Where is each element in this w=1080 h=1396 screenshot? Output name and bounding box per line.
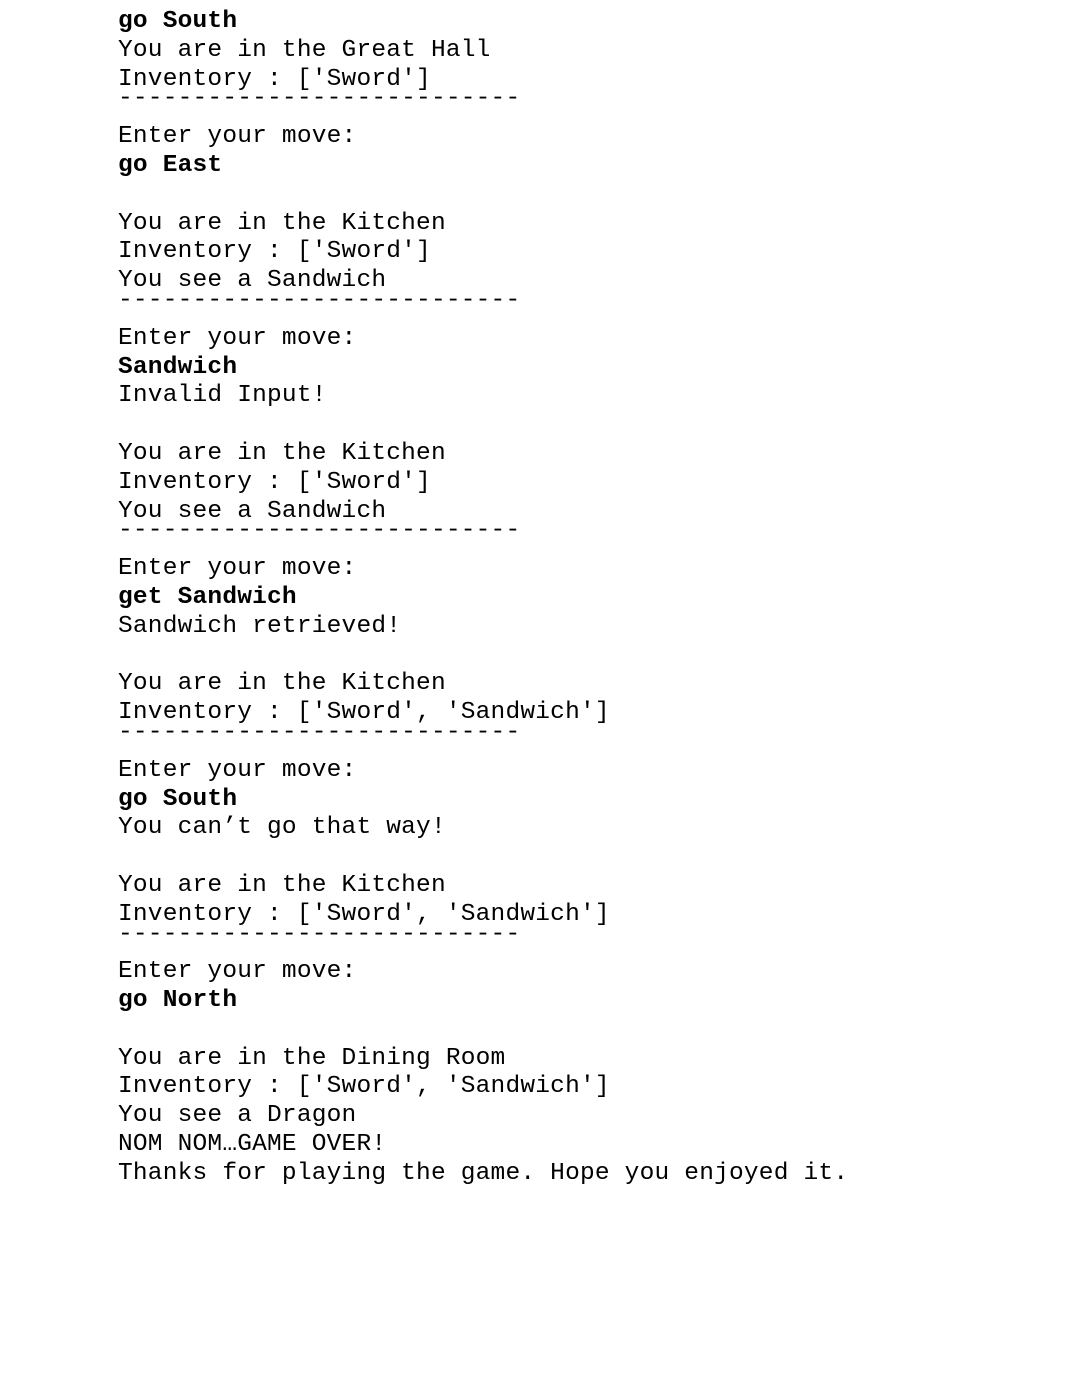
game-output-line: Sandwich retrieved!: [118, 612, 402, 640]
game-output-line: You are in the Kitchen: [118, 871, 446, 899]
game-output-line: Inventory : ['Sword']: [118, 468, 431, 496]
separator-dashes: ---------------------------: [118, 286, 521, 314]
game-output-line: You see a Sandwich: [118, 267, 387, 295]
game-output-line: You are in the Kitchen: [118, 670, 446, 698]
game-output-line: You can’t go that way!: [118, 814, 446, 842]
separator-dashes: ---------------------------: [118, 718, 521, 746]
game-output-line: You are in the Dining Room: [118, 1044, 506, 1072]
game-output-line: Enter your move:: [118, 756, 357, 784]
user-command-line: go East: [118, 151, 223, 179]
blank-line: [118, 642, 1018, 671]
game-output-line: Enter your move:: [118, 123, 357, 151]
separator-dashes: ---------------------------: [118, 517, 521, 545]
user-command-line: Sandwich: [118, 353, 238, 381]
separator-line: [118, 920, 1018, 959]
game-output-line: Inventory : ['Sword', 'Sandwich']: [118, 900, 610, 928]
blank-line: [118, 181, 1018, 210]
user-command-line: go South: [118, 8, 238, 35]
blank-line: [118, 1016, 1018, 1045]
game-output-line: Enter your move:: [118, 324, 357, 352]
user-command-line: go South: [118, 785, 238, 813]
game-output-line: You see a Sandwich: [118, 497, 387, 525]
game-output-line: Thanks for playing the game. Hope you enjoyed it.: [118, 1159, 849, 1187]
game-output-line: Inventory : ['Sword']: [118, 65, 431, 93]
game-output-line: You see a Dragon: [118, 1102, 357, 1130]
game-output-line: You are in the Kitchen: [118, 439, 446, 467]
separator-dashes: ---------------------------: [118, 920, 521, 948]
separator-line: [118, 718, 1018, 757]
game-output-line: Enter your move:: [118, 958, 357, 986]
game-output-line: You are in the Kitchen: [118, 209, 446, 237]
user-command-line: get Sandwich: [118, 583, 297, 611]
game-output-line: NOM NOM…GAME OVER!: [118, 1131, 387, 1159]
separator-line: [118, 85, 1018, 123]
game-output-line: You are in the Great Hall: [118, 36, 491, 64]
game-output-line: Inventory : ['Sword']: [118, 238, 431, 266]
blank-line: [118, 411, 1018, 440]
user-command-line: go North: [118, 987, 238, 1015]
game-transcript: [118, 8, 1018, 1189]
game-output-line: Inventory : ['Sword', 'Sandwich']: [118, 1073, 610, 1101]
game-output-line: Enter your move:: [118, 555, 357, 583]
blank-line: [118, 843, 1018, 872]
separator-dashes: ---------------------------: [118, 85, 521, 113]
separator-line: [118, 286, 1018, 325]
separator-line: [118, 517, 1018, 555]
game-output-line: Invalid Input!: [118, 382, 327, 410]
game-output-line: Inventory : ['Sword', 'Sandwich']: [118, 699, 610, 727]
